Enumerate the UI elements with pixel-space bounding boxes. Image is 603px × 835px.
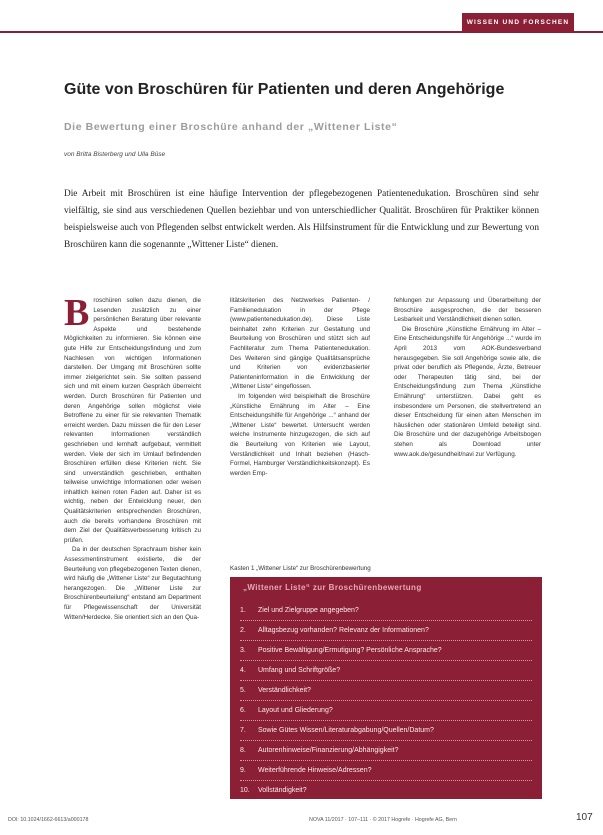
- criteria-list: [240, 601, 532, 800]
- item-number: 7.: [240, 727, 246, 734]
- footer-citation: NOVA 11/2017 · 107–111 · © 2017 Hogrefe · Hogrefe AG, Bern: [309, 817, 457, 823]
- article-lead: Die Arbeit mit Broschüren ist eine häufige Intervention der pflegebezogenen Patientenedukation. Broschüren sind sehr vielfältig, sie sind aus verschiedenen Quellen beziehbar und von unterschiedlicher Qualität. Broschüren für Praktiker können beispielsweise auch von Pflegenden selbst entwickelt werden. Als Hilfsinstrument für die Entwicklung und zur Bewertung von Broschüren kann die sogenannte „Wittener Liste“ dienen.: [64, 189, 539, 250]
- item-text: Autorenhinweise/Finanzierung/Abhängigkeit?: [258, 747, 399, 754]
- page-number: 107: [576, 812, 593, 823]
- paragraph: Da in der deutschen Sprachraum bisher kein Assessmentinstrument existierte, die der Beurteilung von pflegebezogenen Texten dienen, wird häufig die „Wittener Liste“ zur Begutachtung herangezogen. Die „Wittener Liste zur Broschürenbeurteilung“ entstand am Department für Pflegewissenschaft der Universität Witten/Herdecke. Sie orientiert sich an den Qua-: [64, 546, 201, 621]
- item-number: 10.: [240, 787, 250, 794]
- drop-cap: B: [64, 296, 90, 334]
- item-text: Vollständigkeit?: [258, 787, 307, 794]
- paragraph: litätskriterien des Netzwerkes Patienten- / Familienedukation in der Pflege (www.patientenedukation.de). Diese Liste beinhaltet zehn Kriterien zur Gestaltung und Beurteilung von Broschüren und stützt sich auf Fachliteratur zum Thema Patientenedukation. Des Weiteren sind gängige Qualitätsansprüche und Kriterien von evidenzbasierter Patienteninformation in die Entwicklung der „Wittener Liste“ eingeflossen.: [230, 297, 370, 391]
- list-item: [240, 761, 532, 781]
- list-item: [240, 601, 532, 621]
- item-number: 5.: [240, 687, 246, 694]
- paragraph: roschüren sollen dazu dienen, die Lesenden zusätzlich zu einer persönlichen Beratung über relevante Aspekte und bestehende Möglichkeiten zu informieren. Sie können eine gute Hilfe zur Entscheidungsfindung und zum Nachlesen von wichtigen Informationen darstellen. Der Umgang mit Broschüren sollte immer zielgerichtet sein. Sie sollten passend sich und mit einem kurzen Gespräch überreicht werden. Durch Broschüren für Patienten und deren Angehörige sollen möglichst viele Betroffene zu einer für sie relevanten Thematik erreicht werden. Dazu müssen die für den Leser relevanten Informationen verständlich geschrieben und lernhaft aufgebaut, vermittelt werden. Viele der sich im Umlauf befindenden Broschüren erfüllen diese Kriterien nicht. Sie sind unverständlich geschrieben, enthalten teilweise unwichtige Informationen oder weisen inhaltlich keinen roten Faden auf. Daher ist es wichtig, neben der Entwicklung neuer, den Qualitätskriterien entsprechenden Broschüren, auch die bereits vorhandene Broschüren mit dem Ziel der Qualitätsverbesserung kritisch zu prüfen.: [64, 297, 201, 544]
- footer-doi: DOI: 10.1024/1662-6613/a000178: [8, 817, 89, 823]
- item-text: Sowie Gütes Wissen/Literaturabgabung/Quellen/Datum?: [258, 727, 434, 734]
- item-text: Verständlichkeit?: [258, 687, 311, 694]
- item-number: 8.: [240, 747, 246, 754]
- list-item: [240, 681, 532, 701]
- list-item: [240, 641, 532, 661]
- list-item: [240, 721, 532, 741]
- info-box: [230, 577, 542, 799]
- item-number: 4.: [240, 667, 246, 674]
- text-column-1: [64, 296, 201, 808]
- paragraph: Die Broschüre „Künstliche Ernährung im Alter – Eine Entscheidungshilfe für Angehörige ...“ wurde im April 2013 vom AOK-Bundesverband herausgegeben. Sie soll Angehörige sowie alle, die privat oder beruflich als Pflegende, Ärzte, Betreuer oder Therapeuten tätig sind, bei der Entscheidungsfindung zum Thema „Künstliche Ernährung“ unterstützen. Dabei geht es insbesondere um Personen, die stellvertretend an dieser Entscheidung für einen alten Menschen im häuslichen oder stationären Umfeld beteiligt sind. Die Broschüre und der dazugehörige Arbeitsbogen stehen als Download unter www.aok.de/gesundheit/navi zur Verfügung.: [394, 325, 541, 458]
- item-number: 2.: [240, 627, 246, 634]
- item-number: 6.: [240, 707, 246, 714]
- item-number: 9.: [240, 767, 246, 774]
- text-column-2: [230, 296, 370, 556]
- item-number: 3.: [240, 647, 246, 654]
- list-item: [240, 701, 532, 721]
- item-text: Umfang und Schriftgröße?: [258, 667, 341, 674]
- header-rule: [0, 31, 603, 33]
- item-text: Positive Bewältigung/Ermutigung? Persönliche Ansprache?: [258, 647, 442, 654]
- article-byline: von Britta Bisterberg und Ulla Büse: [64, 151, 166, 158]
- item-text: Weiterführende Hinweise/Adressen?: [258, 767, 372, 774]
- list-item: [240, 781, 532, 800]
- article-subtitle: Die Bewertung einer Broschüre anhand der „Wittener Liste“: [64, 121, 398, 133]
- box-caption: Kasten 1 „Wittener Liste“ zur Broschürenbewertung: [230, 565, 371, 572]
- item-number: 1.: [240, 607, 246, 614]
- paragraph: Im folgenden wird beispielhaft die Broschüre „Künstliche Ernährung im Alter – Eine Entscheidungshilfe für Angehörige ...“ anhand der „Wittener Liste“ bewertet. Untersucht werden welche Instrumente hinzugezogen, die sich auf die Beurteilung von Kriterien wie Layout, Verständlichkeit und Inhalt beziehen (Hasch-Formel, Hamburger Verständlichkeitskonzept). Es werden Emp-: [230, 392, 370, 477]
- article-title: Güte von Broschüren für Patienten und deren Angehörige: [64, 81, 505, 98]
- item-text: Ziel und Zielgruppe angegeben?: [258, 607, 359, 614]
- text-column-3: [394, 296, 541, 556]
- list-item: [240, 741, 532, 761]
- list-item: [240, 661, 532, 681]
- list-item: [240, 621, 532, 641]
- item-text: Layout und Gliederung?: [258, 707, 333, 714]
- section-tab: WISSEN UND FORSCHEN: [462, 13, 574, 32]
- paragraph: fehlungen zur Anpassung und Überarbeitung der Broschüre ausgesprochen, die der besseren Lesbarkeit und Verständlichkeit dienen sollen.: [394, 297, 541, 324]
- item-text: Alltagsbezug vorhanden? Relevanz der Informationen?: [258, 627, 429, 634]
- box-title: „Wittener Liste“ zur Broschürenbewertung: [243, 583, 422, 592]
